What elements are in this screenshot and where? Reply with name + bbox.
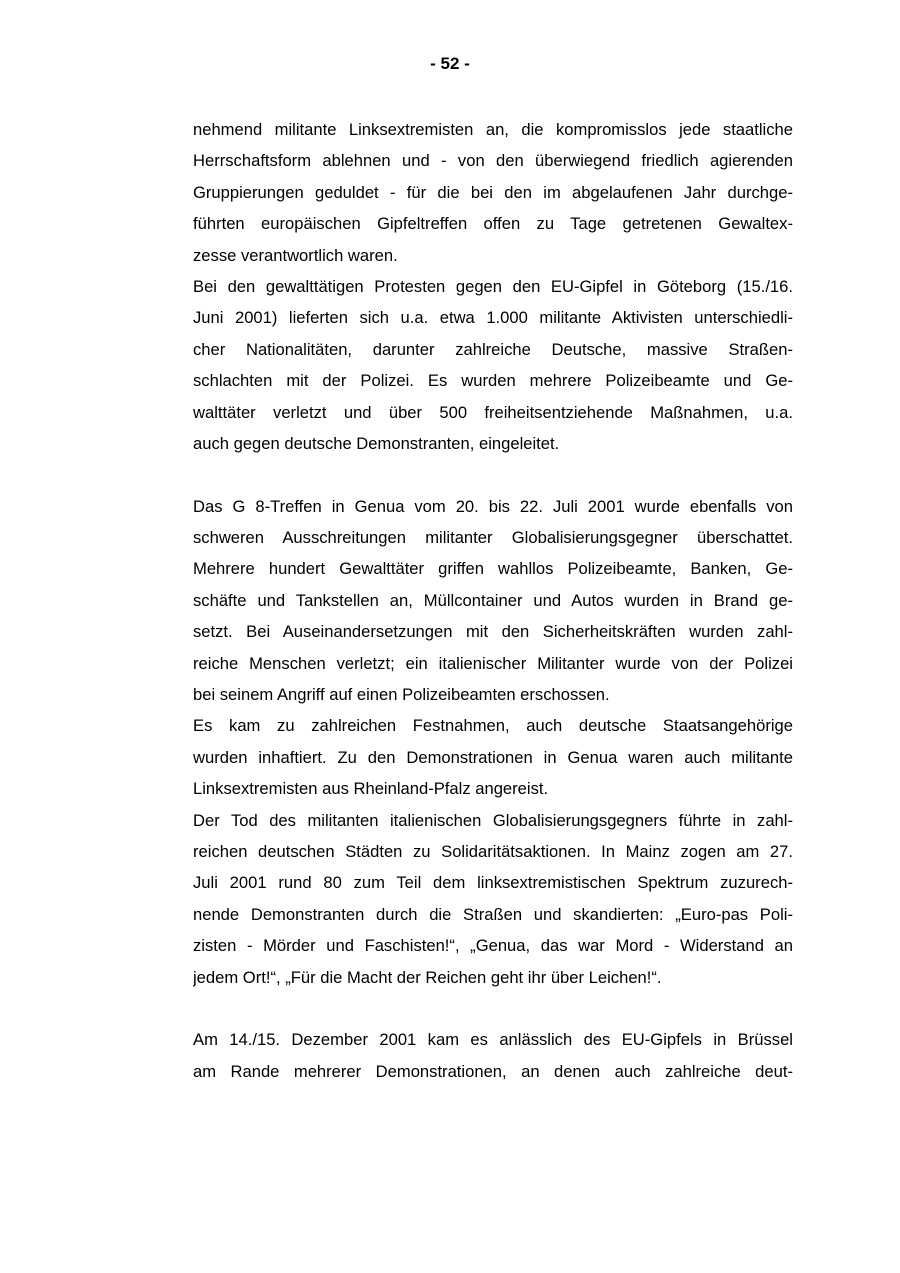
paragraph-gap bbox=[193, 459, 793, 490]
text-line: cher Nationalitäten, darunter zahlreiche Deutsche, massive Straßen- bbox=[193, 339, 793, 359]
paragraph bbox=[193, 271, 793, 459]
paragraph bbox=[193, 114, 793, 271]
paragraph bbox=[193, 710, 793, 804]
text-line: Herrschaftsform ablehnen und - von den überwiegend friedlich agierenden bbox=[193, 151, 793, 171]
text-line: Juli 2001 rund 80 zum Teil dem linksextremistischen Spektrum zuzurech- bbox=[193, 873, 793, 893]
text-line: bei seinem Angriff auf einen Polizeibeamten erschossen. bbox=[193, 685, 610, 705]
page-number: - 52 - bbox=[430, 54, 470, 73]
text-line: schäfte und Tankstellen an, Müllcontainer und Autos wurden in Brand ge- bbox=[193, 590, 793, 610]
text-line: nehmend militante Linksextremisten an, die kompromisslos jede staatliche bbox=[193, 120, 793, 139]
text-line: Es kam zu zahlreichen Festnahmen, auch deutsche Staatsangehörige bbox=[193, 716, 793, 736]
text-line: Mehrere hundert Gewalttäter griffen wahllos Polizeibeamte, Banken, Ge- bbox=[193, 559, 793, 579]
text-line: walttäter verletzt und über 500 freiheitsentziehende Maßnahmen, u.a. bbox=[193, 402, 793, 422]
text-line: auch gegen deutsche Demonstranten, eingeleitet. bbox=[193, 433, 560, 453]
text-line: setzt. Bei Auseinandersetzungen mit den Sicherheitskräften wurden zahl- bbox=[193, 622, 793, 642]
text-line: jedem Ort!“, „Für die Macht der Reichen geht ihr über Leichen!“. bbox=[193, 967, 662, 987]
text-line: reiche Menschen verletzt; ein italienischer Militanter wurde von der Polizei bbox=[193, 653, 793, 673]
text-line: Das G 8-Treffen in Genua vom 20. bis 22. Juli 2001 wurde ebenfalls von bbox=[193, 496, 793, 516]
text-line: schweren Ausschreitungen militanter Globalisierungsgegner überschattet. bbox=[193, 528, 793, 548]
text-line: Gruppierungen geduldet - für die bei den im abgelaufenen Jahr durchge- bbox=[193, 182, 793, 202]
text-line: Am 14./15. Dezember 2001 kam es anlässlich des EU-Gipfels in Brüssel bbox=[193, 1030, 793, 1050]
paragraph-gap bbox=[193, 993, 793, 1024]
document-body bbox=[193, 114, 793, 1087]
text-line: Juni 2001) lieferten sich u.a. etwa 1.000 militante Aktivisten unterschiedli- bbox=[193, 308, 793, 328]
paragraph bbox=[193, 805, 793, 993]
text-line: Linksextremisten aus Rheinland-Pfalz angereist. bbox=[193, 779, 549, 799]
paragraph bbox=[193, 1024, 793, 1087]
text-line: führten europäischen Gipfeltreffen offen zu Tage getretenen Gewaltex- bbox=[193, 214, 793, 234]
paragraph bbox=[193, 491, 793, 711]
text-line: zisten - Mörder und Faschisten!“, „Genua, das war Mord - Widerstand an bbox=[193, 936, 793, 956]
text-line: Der Tod des militanten italienischen Globalisierungsgegners führte in zahl- bbox=[193, 810, 793, 830]
text-line: nende Demonstranten durch die Straßen und skandierten: „Euro-pas Poli- bbox=[193, 904, 793, 924]
text-line: reichen deutschen Städten zu Solidaritätsaktionen. In Mainz zogen am 27. bbox=[193, 841, 793, 861]
text-line: wurden inhaftiert. Zu den Demonstrationen in Genua waren auch militante bbox=[193, 747, 793, 767]
text-line: schlachten mit der Polizei. Es wurden mehrere Polizeibeamte und Ge- bbox=[193, 371, 793, 391]
text-line: Bei den gewalttätigen Protesten gegen den EU-Gipfel in Göteborg (15./16. bbox=[193, 276, 793, 296]
text-line: zesse verantwortlich waren. bbox=[193, 245, 398, 265]
text-line: am Rande mehrerer Demonstrationen, an denen auch zahlreiche deut- bbox=[193, 1061, 793, 1081]
